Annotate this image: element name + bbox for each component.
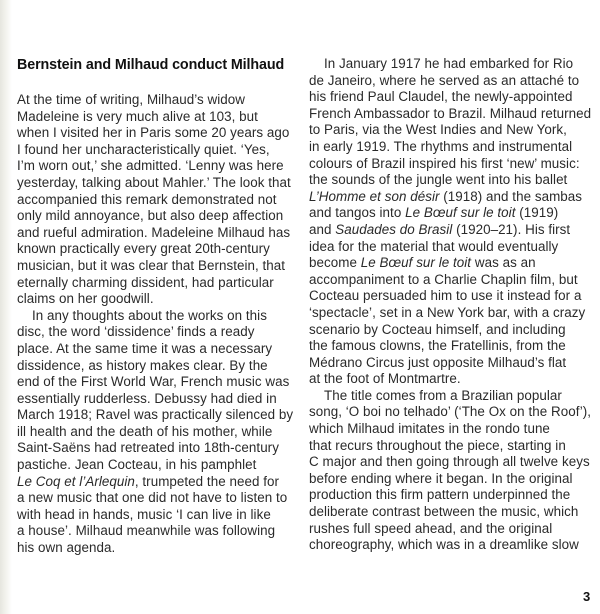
- text-line: known practically every great 20th-century: [17, 241, 270, 257]
- work-title-le-coq: Le Coq et l’Arlequin: [17, 473, 135, 489]
- text-line: and rueful admiration. Madeleine Milhaud has: [17, 224, 291, 240]
- text-fragment: (1918) and the sambas: [439, 188, 583, 204]
- text-line: the sounds of the jungle went into his ballet: [309, 172, 568, 188]
- text-line: In January 1917 he had embarked for Rio: [324, 56, 574, 71]
- text-line: ill health and the death of his mother, while: [17, 423, 273, 439]
- text-line: disc, the word ‘dissidence’ finds a ready: [17, 324, 255, 340]
- text-fragment: and tangos into: [309, 205, 406, 221]
- text-line: to Paris, via the West Indies and New York,: [309, 122, 567, 138]
- text-line: In any thoughts about the works on this: [32, 307, 267, 323]
- text-line: The title comes from a Brazilian popular: [324, 387, 562, 403]
- article-heading: Bernstein and Milhaud conduct Milhaud: [17, 57, 285, 73]
- text-line: At the time of writing, Milhaud’s widow: [17, 92, 245, 107]
- text-fragment: become: [309, 255, 361, 271]
- text-line: Saint-Saëns had retreated into 18th-century: [17, 440, 279, 456]
- text-line: C major and then going through all twelve keys: [309, 454, 590, 470]
- text-line: I’m worn out,’ she admitted. ‘Lenny was here: [17, 158, 284, 174]
- text-line: place. At the same time it was a necessary: [17, 340, 273, 356]
- text-line: colours of Brazil inspired his first ‘new’ music:: [309, 155, 580, 171]
- text-line: a house’. Milhaud meanwhile was following: [17, 523, 276, 539]
- text-line: [309, 255, 589, 272]
- work-title-boeuf: Le Bœuf sur le toit: [405, 205, 516, 221]
- text-line: I found her uncharacteristically quiet. ‘Yes,: [17, 141, 270, 157]
- text-line: Madeleine is very much alive at 103, but: [17, 108, 258, 124]
- right-column: [309, 56, 592, 554]
- text-line: which Milhaud imitates in the rondo tune: [309, 421, 550, 437]
- text-line: the famous clowns, the Fratellinis, from the: [309, 338, 566, 354]
- text-line: scenario by Cocteau himself, and including: [309, 321, 566, 337]
- paragraph-3: [309, 56, 592, 388]
- text-line: in early 1919. The rhythms and instrumental: [309, 138, 573, 154]
- text-line: accompanied this remark demonstrated not: [17, 191, 277, 207]
- text-line: yesterday, talking about Mahler.’ The look that: [17, 174, 291, 190]
- text-line: ‘spectacle’, set in a New York bar, with a crazy: [309, 304, 586, 320]
- text-line: accompaniment to a Charlie Chaplin film, but: [309, 271, 578, 287]
- text-line: Cocteau persuaded him to use it instead for a: [309, 288, 582, 304]
- paragraph-2: [17, 307, 294, 557]
- paragraph-1: [17, 92, 289, 308]
- text-line: before ending where it began. In the original: [309, 470, 573, 486]
- text-line: with head in hands, music ‘I can live in like: [17, 506, 271, 522]
- text-line: when I visited her in Paris some 20 years ago: [17, 125, 290, 141]
- page-number: 3: [583, 589, 591, 604]
- text-line: March 1918; Ravel was practically silenced by: [17, 407, 294, 423]
- text-line: Médrano Circus just opposite Milhaud’s flat: [309, 354, 567, 370]
- text-line: his friend Paul Claudel, the newly-appointed: [309, 89, 573, 105]
- text-line: [309, 222, 589, 239]
- text-line: that recurs throughout the piece, starting in: [309, 437, 566, 453]
- text-line: de Janeiro, where he served as an attaché to: [309, 72, 580, 88]
- text-fragment: and: [309, 221, 336, 237]
- text-line: idea for the material that would eventually: [309, 238, 559, 254]
- text-line: pastiche. Jean Cocteau, in his pamphlet: [17, 457, 257, 473]
- text-line: eternally charming dissident, had particular: [17, 274, 274, 290]
- text-fragment: , trumpeted the need for: [134, 473, 279, 489]
- text-line: [309, 205, 589, 222]
- text-line: end of the First World War, French music was: [17, 374, 290, 390]
- text-fragment: (1920–21). His first: [452, 221, 571, 237]
- text-line: [309, 189, 589, 206]
- text-line: French Ambassador to Brazil. Milhaud returned: [309, 105, 592, 121]
- text-line: a new music that one did not have to listen to: [17, 490, 288, 506]
- text-line: musician, but it was clear that Bernstein, that: [17, 257, 286, 273]
- paragraph-4: [309, 387, 592, 554]
- text-line: claims on her goodwill.: [17, 291, 154, 307]
- text-fragment: was as an: [471, 255, 536, 271]
- text-fragment: (1919): [515, 205, 559, 221]
- text-line: [17, 474, 289, 491]
- text-line: dissidence, as history makes clear. By the: [17, 357, 268, 373]
- text-line: only mild annoyance, but also deep affection: [17, 208, 284, 224]
- text-line: rushes full speed ahead, and the original: [309, 520, 553, 536]
- left-column: [17, 56, 294, 557]
- work-title-saudades: Saudades do Brasil: [335, 221, 453, 237]
- text-line: essentially rudderless. Debussy had died in: [17, 390, 277, 406]
- work-title-boeuf: Le Bœuf sur le toit: [360, 255, 472, 271]
- work-title-homme: L’Homme et son désir: [309, 188, 440, 204]
- text-line: deliberate contrast between the music, which: [309, 504, 579, 520]
- text-line: production this firm pattern underpinned the: [309, 487, 571, 503]
- text-line: his own agenda.: [17, 540, 116, 556]
- text-line: song, ‘O boi no telhado’ (‘The Ox on the Roof’),: [309, 404, 592, 420]
- text-line: at the foot of Montmartre.: [309, 371, 461, 387]
- text-line: choreography, which was in a dreamlike slow: [309, 537, 579, 553]
